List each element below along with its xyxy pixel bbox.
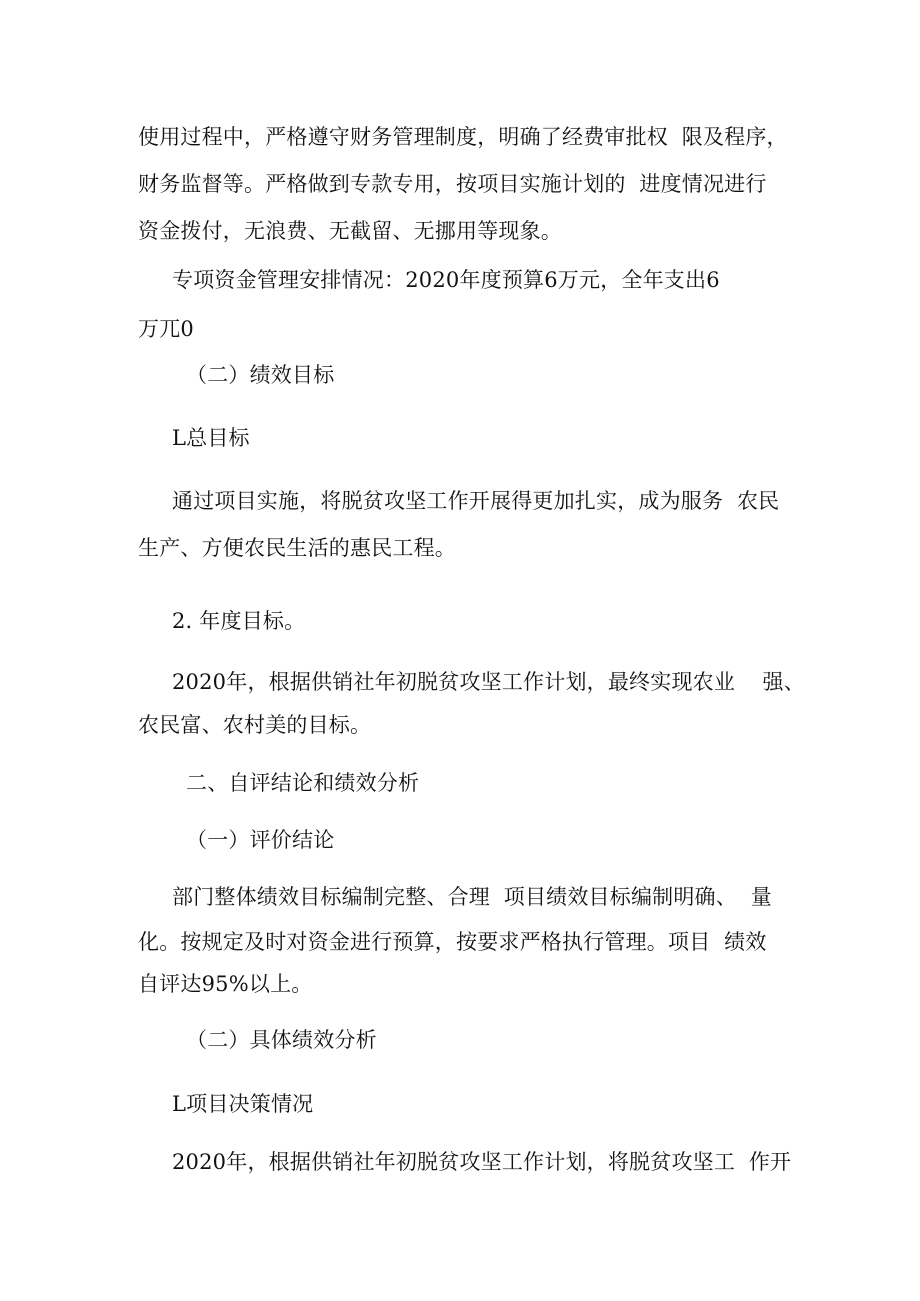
paragraph-line: 使用过程中，严格遵守财务管理制度，明确了经费审批权 限及程序，: [138, 125, 788, 149]
paragraph-line: 万兀0: [138, 317, 194, 341]
paragraph-line: 部门整体绩效目标编制完整、合理 项目绩效目标编制明确、 量: [172, 885, 772, 909]
section-heading: （一）评价结论: [186, 828, 335, 852]
section-heading: （二）具体绩效分析: [186, 1028, 377, 1052]
paragraph-line: 2020年，根据供销社年初脱贫攻坚工作计划，将脱贫攻坚工 作开: [172, 1150, 792, 1174]
paragraph-line: 化。按规定及时对资金进行预算，按要求严格执行管理。项目 绩效: [138, 930, 767, 954]
paragraph-line: 自评达95%以上。: [138, 972, 313, 996]
paragraph-line: 2020年，根据供销社年初脱贫攻坚工作计划，最终实现农业 强、: [172, 670, 805, 694]
subsection-heading: 2. 年度目标。: [172, 609, 306, 633]
section-heading: （二）绩效目标: [186, 363, 335, 387]
paragraph-line: 财务监督等。严格做到专款专用，按项目实施计划的 进度情况进行: [138, 172, 767, 196]
paragraph-line: 通过项目实施，将脱贫攻坚工作开展得更加扎实，成为服务 农民: [172, 489, 780, 513]
paragraph-line: 专项资金管理安排情况：2020年度预算6万元，全年支出6: [172, 268, 720, 292]
chapter-heading: 二、自评结论和绩效分析: [186, 771, 420, 795]
paragraph-line: 农民富、农村美的目标。: [138, 713, 372, 737]
subsection-heading: L项目决策情况: [172, 1092, 314, 1116]
paragraph-line: 生产、方便农民生活的惠民工程。: [138, 536, 456, 560]
subsection-heading: L总目标: [172, 426, 250, 450]
paragraph-line: 资金拨付，无浪费、无截留、无挪用等现象。: [138, 219, 562, 243]
